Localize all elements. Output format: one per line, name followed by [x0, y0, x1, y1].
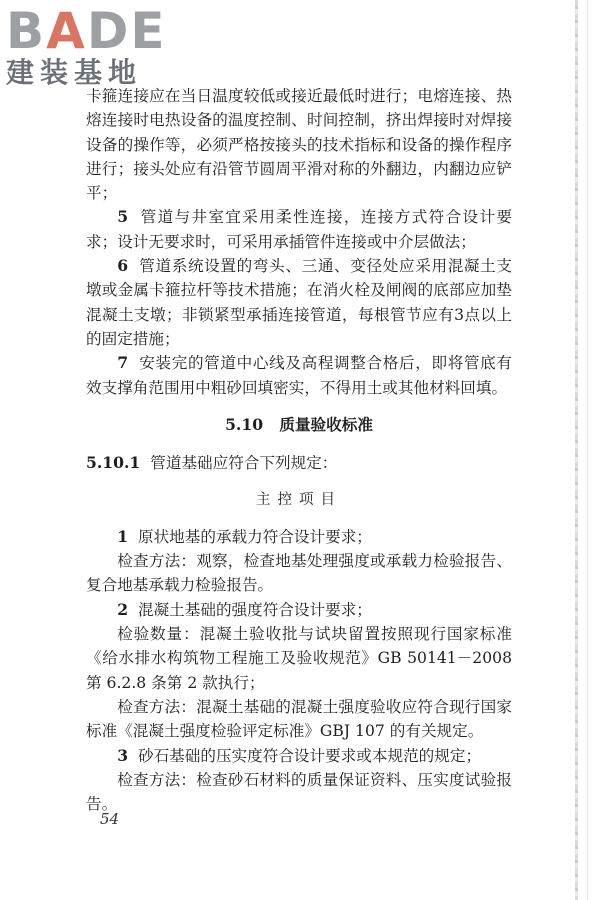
- item-number: 5: [117, 207, 129, 227]
- item-text: 砂石基础的压实度符合设计要求或本规范的规定；: [137, 746, 482, 765]
- scan-edge-line: [587, 0, 588, 900]
- clause-5-10-1: [86, 451, 512, 475]
- item-text: 安装完的管道中心线及高程调整合格后，即将管底有效支撑角范围用中粗砂回填密实，不得用土或其他材料回填。: [86, 354, 512, 397]
- page-number: 54: [100, 810, 120, 828]
- item-number: 7: [117, 353, 129, 373]
- requirement-1-check: 检查方法：观察，检查地基处理强度或承载力检验报告、复合地基承载力检验报告。: [86, 552, 512, 595]
- requirement-2: [86, 598, 512, 622]
- scan-edge-shadow: [575, 0, 578, 900]
- item-number: 1: [117, 526, 129, 546]
- logo-letter-a: A: [46, 2, 87, 60]
- list-item-6: [86, 254, 512, 351]
- list-item-7: [86, 351, 512, 400]
- item-number: 6: [117, 256, 129, 276]
- item-text: 管道系统设置的弯头、三通、变径处应采用混凝土支墩或金属卡箍拉杆等技术措施；在消火栓及闸阀的底部应加垫混凝土支墩；非锁紧型承插连接管道，每根管节应有3点以上的固定措施；: [86, 257, 512, 348]
- logo-letters-de: DE: [86, 2, 167, 60]
- paragraph-welding: 卡箍连接应在当日温度较低或接近最低时进行；电熔连接、热熔连接时电热设备的温度控制、时间控制，挤出焊接时对焊接设备的操作等，必须严格按接头的技术指标和设备的操作程序进行；接头处应有沿管节圆周平滑对称的外翻边，内翻边应铲平；: [86, 87, 512, 203]
- clause-text: 管道基础应符合下列规定：: [150, 453, 338, 472]
- requirement-2-quantity: 检验数量：混凝土验收批与试块留置按照现行国家标准《给水排水构筑物工程施工及验收规范》GB 50141－2008 第 6.2.8 条第 2 款执行；: [86, 625, 512, 692]
- item-number: 2: [117, 599, 129, 619]
- logo-letter-b: B: [6, 2, 47, 60]
- item-text: 原状地基的承载力符合设计要求；: [137, 527, 372, 546]
- item-number: 3: [117, 745, 129, 765]
- requirement-1: [86, 525, 512, 549]
- list-item-5: [86, 205, 512, 254]
- subheading-main-control: 主控项目: [256, 491, 342, 508]
- item-text: 管道与井室宜采用柔性连接，连接方式符合设计要求；设计无要求时，可采用承插管件连接或中介层做法；: [86, 208, 512, 251]
- section-number: 5.10: [225, 414, 264, 434]
- item-text: 混凝土基础的强度符合设计要求；: [137, 600, 372, 619]
- requirement-3-check: 检查方法：检查砂石材料的质量保证资料、压实度试验报告。: [86, 770, 512, 814]
- logo-letters: [6, 2, 181, 60]
- requirement-2-check: 检查方法：混凝土基础的混凝土强度验收应符合现行国家标准《混凝土强度检验评定标准》GBJ 107 的有关规定。: [86, 697, 512, 741]
- watermark-logo: [6, 2, 181, 96]
- logo-subtitle: 建装基地: [6, 56, 143, 89]
- clause-number: 5.10.1: [86, 452, 141, 472]
- page-body: [86, 84, 512, 816]
- section-heading: 质量验收标准: [279, 414, 373, 434]
- requirement-3: [86, 744, 512, 768]
- section-title: [86, 413, 512, 437]
